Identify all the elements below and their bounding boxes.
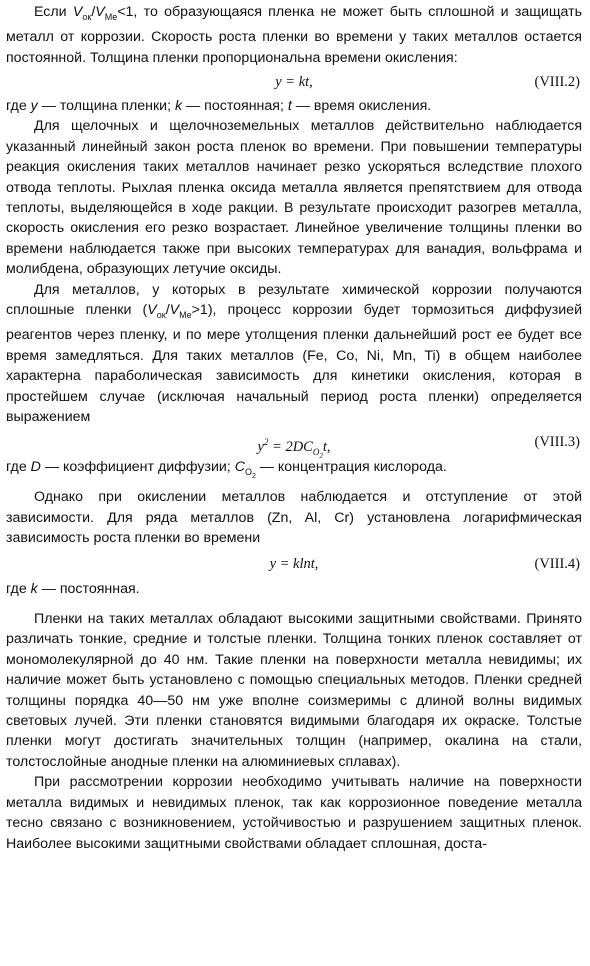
equation-number: (VIII.2)	[534, 74, 580, 91]
paragraph-4: Для металлов, у которых в результате химической коррозии получаются сплошные пленки $(V_{ок}/V_{Me}>1)$, процесс коррозии будет тормозиться диффузией реагентов через пленку, и по мере утолщения пленки дальнейший рост ее будет все время замедляться. Для таких металлов (Fe, Co, Ni, Mn, Ti) в общем наиболее характерна параболическая зависимость для кинетики окисления, которая в простейшем случае (исключая начальный период роста пленки) определяется выражением	[6, 281, 582, 425]
equation-number: (VIII.4)	[534, 555, 580, 572]
paragraph-2: где y — толщина пленки; k — постоянная; t — время окисления.	[6, 98, 432, 115]
formula-viii-3	[6, 427, 582, 460]
formula-expression: y = kt,	[275, 74, 313, 91]
spacer	[6, 599, 582, 609]
paragraph-3: Для щелочных и щелочноземельных металлов действительно наблюдается указанный линейный закон роста пленок во времени. При повышении температуры реакция окисления таких металлов начинает резко ускоряться вследствие плохого отвода теплоты. Рыхлая пленка оксида металла является препятствием для отвода теплоты, выделяющейся в ходе ракции. В результате происходит разогрев металла, скорость окисления его резко возрастает. Линейное увеличение толщины пленки во времени наблюдается также при высоких температурах для ванадия, вольфрама и молибдена, образующих летучие оксиды.	[6, 118, 582, 278]
paragraph-6: Однако при окислении металлов наблюдается и отступление от этой зависимости. Для ряда металлов (Zn, Al, Cr) установлена логарифмическая зависимость роста пленки во времени	[6, 489, 582, 547]
formula-viii-2	[6, 68, 582, 96]
formula-expression: y = klnt,	[269, 555, 319, 572]
paragraph-9: При рассмотрении коррозии необходимо учитывать наличие на поверхности металла видимых и невидимых пленок, так как коррозионное поведение металла тесно связано с возникновением, устойчивостью и разрушением защитных пленок. Наиболее высокими защитными свойствами обладает сплошная, доста-	[6, 774, 582, 852]
equation-number: (VIII.3)	[534, 434, 580, 451]
formula-viii-4	[6, 549, 582, 579]
formula-expression: $y^2 = 2DC_{O_2}t$,	[257, 437, 331, 460]
paragraph-8: Пленки на таких металлах обладают высокими защитными свойствами. Принято различать тонкие, средние и толстые пленки. Толщина тонких пленок составляет от мономолекулярной до 40 нм. Такие пленки на поверхности металла невидимы; их наличие может быть установлено с помощью специальных методов. Пленки средней толщины порядка 40—50 нм уже вполне соизмеримы с длиной волны видимых световых лучей. Эти пленки становятся видимыми благодаря их окраске. Толстые пленки могут достигать значительных толщин (например, окалина на стали, толстослойные анодные пленки на алюминиевых сплавах).	[6, 611, 582, 770]
paragraph-1: Если $V_{ок}/V_{Me}<1$, то образующаяся пленка не может быть сплошной и защищать металл от коррозии. Скорость роста пленки во времени у таких металлов остается постоянной. Толщина пленки пропорциональна времени окисления:	[6, 4, 582, 66]
paragraph-5: где D — коэффициент диффузии; $C_{O_2}$ — концентрация кислорода.	[6, 459, 447, 480]
paragraph-7: где k — постоянная.	[6, 580, 140, 597]
